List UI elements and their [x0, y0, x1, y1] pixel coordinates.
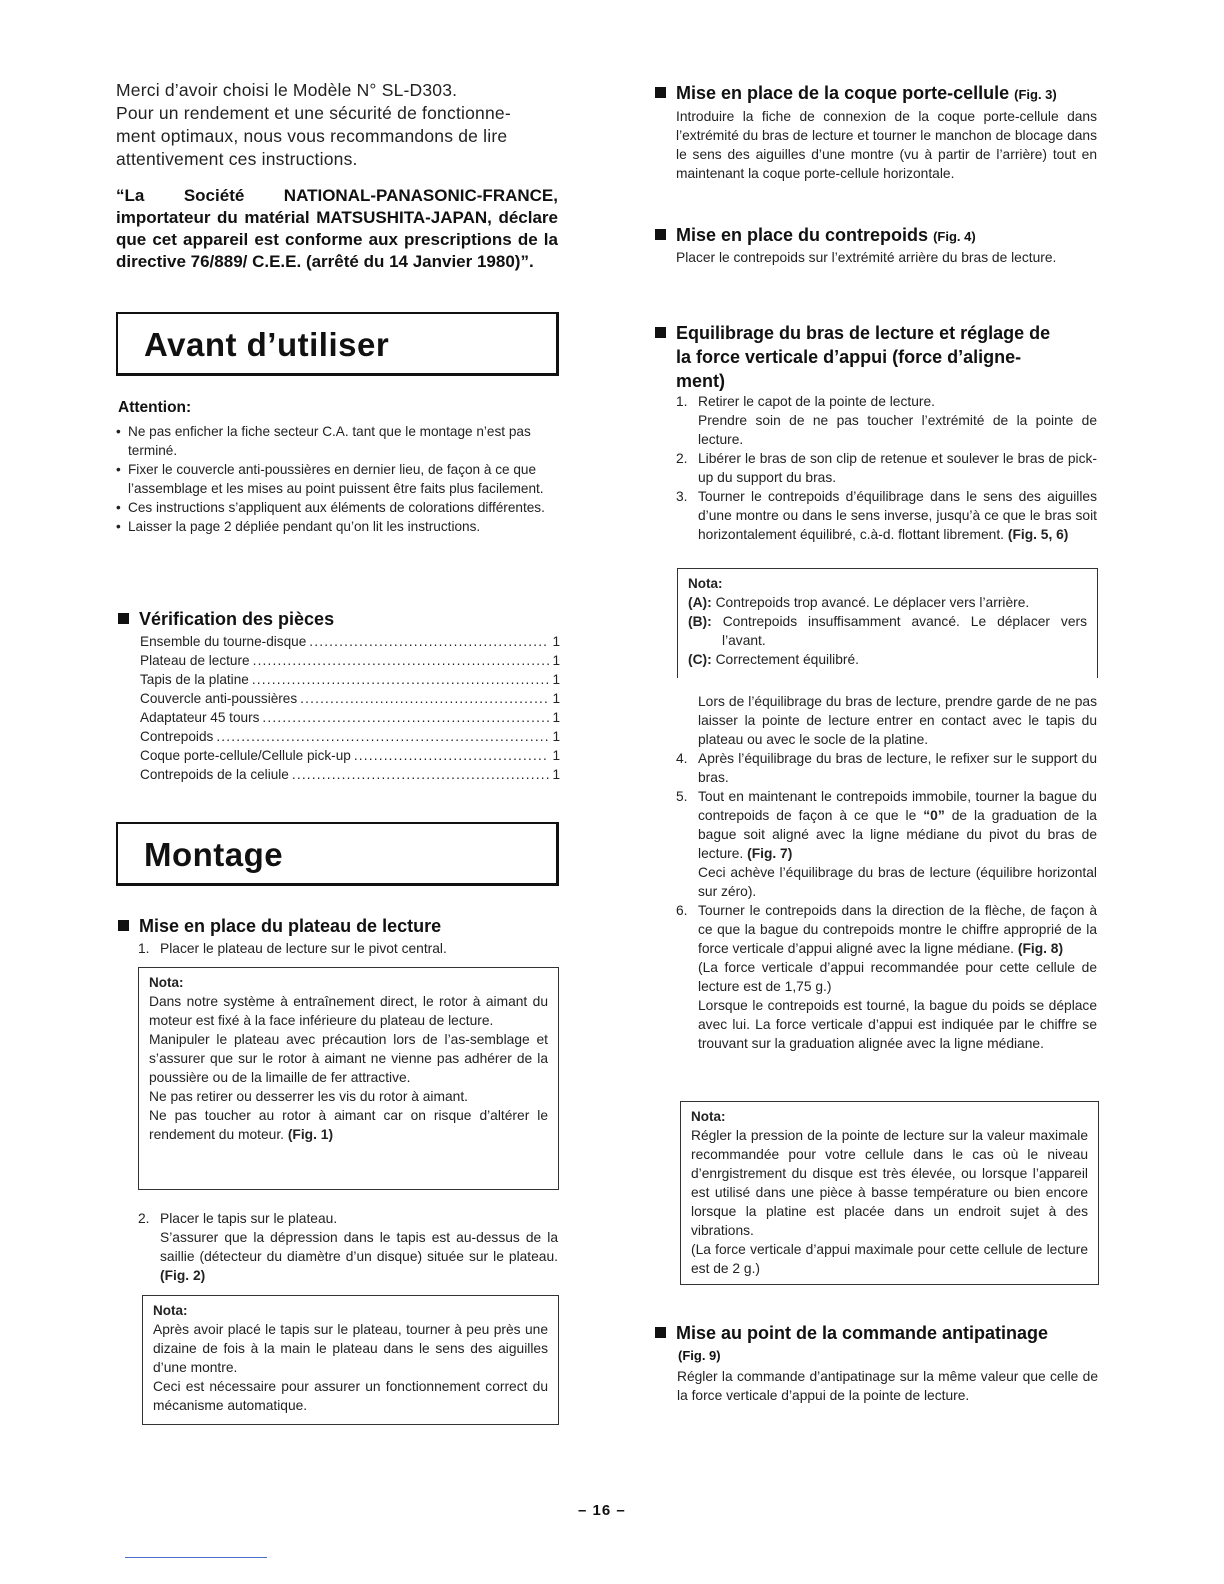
- bullet-square-icon: [655, 229, 666, 240]
- contrepoids-heading-text: Mise en place du contrepoids: [676, 225, 929, 245]
- coque-heading-text: Mise en place de la coque porte-cellule: [676, 83, 1010, 103]
- list-item: • Ne pas enficher la fiche secteur C.A. tant que le montage n’est pas terminé.: [116, 422, 562, 460]
- note-paragraph: Régler la pression de la pointe de lecture sur la valeur maximale recommandée pour votre cellule dans le cas où le niveau d’enrgistrement du disque est très élevée, ou lorsque l’appareil est utilisé dans une pièce à basse température ou bien encore lorsque la platine est placée dans un endroit sujet à des vibrations.: [691, 1128, 1088, 1238]
- note-paragraph: Ne pas retirer ou desserrer les vis du rotor à aimant.: [149, 1089, 468, 1104]
- note-paragraph: Après avoir placé le tapis sur le plateau, tourner à peu près une dizaine de fois à la main le plateau dans le sens des aiguilles d’une montre.: [153, 1322, 548, 1375]
- heading-line: [655, 321, 1095, 345]
- table-row: [140, 727, 560, 746]
- step-text: Tout en maintenant le contrepoids immobile, tourner la bague du contrepoids de façon à ce que le: [698, 789, 1097, 823]
- part-qty: 1: [552, 710, 560, 725]
- step-text: Libérer le bras de son clip de retenue et soulever le bras de pick-up du support du bras.: [698, 451, 1097, 485]
- part-name: Contrepoids: [140, 729, 214, 744]
- list-item: • Ces instructions s’appliquent aux éléments de colorations différentes.: [116, 498, 562, 517]
- step-text: Retirer le capot de la pointe de lecture.: [698, 394, 935, 409]
- declaration: “La Société NATIONAL-PANASONIC-FRANCE, importateur du matérial MATSUSHITA-JAPAN, déclare que cet appareil est conforme aux prescriptions de la directive 76/889/ C.E.E. (arrêté du 14 Janvier 1980)”.: [116, 186, 558, 271]
- part-qty: 1: [552, 672, 560, 687]
- heading-text: Equilibrage du bras de lecture et réglage de: [676, 323, 1051, 343]
- footer-rule: [125, 1557, 267, 1558]
- intro-line: attentivement ces instructions.: [116, 149, 358, 169]
- fig-ref: (Fig. 2): [160, 1268, 206, 1283]
- part-qty: 1: [552, 748, 560, 763]
- list-item: [676, 749, 1097, 787]
- fig-ref: (Fig. 1): [287, 1127, 334, 1142]
- list-item: [676, 392, 1097, 449]
- note-item: [688, 650, 1087, 669]
- table-row: [140, 632, 560, 651]
- step-number: 3.: [676, 489, 688, 504]
- part-name: Adaptateur 45 tours: [140, 710, 260, 725]
- note-box-tapis: [142, 1295, 559, 1425]
- part-qty: 1: [552, 729, 560, 744]
- intro-line: Pour un rendement et une sécurité de fonctionne-: [116, 103, 511, 123]
- list-item: [138, 939, 558, 958]
- equilibrage-steps-4-6: [676, 749, 1097, 1053]
- note-paragraph: (La force verticale d’appui maximale pour cette cellule de lecture est de 2 g.): [691, 1242, 1088, 1276]
- step-text: Prendre soin de ne pas toucher l’extrémité de la pointe de lecture.: [698, 413, 1097, 447]
- note-label: Nota:: [691, 1109, 726, 1124]
- section-title-box-avant: [116, 312, 559, 376]
- table-row: [140, 708, 560, 727]
- list-item: [138, 1209, 558, 1285]
- note-paragraph: [149, 1106, 548, 1144]
- note-box-plateau: [138, 967, 559, 1190]
- part-name: Coque porte-cellule/Cellule pick-up: [140, 748, 351, 763]
- list-item: [676, 901, 1097, 1053]
- step-text: S’assurer que la dépression dans le tapis est au-dessus de la saillie (détecteur du diamètre d’un disque) située sur le plateau.: [160, 1230, 558, 1264]
- intro-line: ment optimaux, nous vous recommandons de lire: [116, 126, 508, 146]
- coque-heading: [655, 81, 1057, 107]
- note-paragraph: Ceci est nécessaire pour assurer un fonctionnement correct du mécanisme automatique.: [153, 1379, 548, 1413]
- section-title-avant: Avant d’utiliser: [144, 326, 390, 363]
- step-text: Lorsque le contrepoids est tourné, la bague du poids se déplace avec lui. La force verticale d’appui est indiquée par le chiffre se trouvant sur la graduation alignée avec la ligne médiane.: [698, 998, 1097, 1051]
- list-item: [676, 787, 1097, 901]
- note-key: (C):: [688, 652, 712, 667]
- step-text: Après l’équilibrage du bras de lecture, le refixer sur le support du bras.: [698, 751, 1097, 785]
- fig-ref: (Fig. 9): [678, 1348, 721, 1363]
- table-row: [140, 765, 560, 784]
- step-number: 2.: [676, 451, 688, 466]
- note-label: Nota:: [153, 1303, 188, 1318]
- contrepoids-heading: [655, 223, 976, 249]
- list-item: [676, 487, 1097, 544]
- part-name: Ensemble du tourne-disque: [140, 634, 307, 649]
- note-box-pression: [680, 1101, 1099, 1285]
- note-text: Correctement équilibré.: [715, 652, 859, 667]
- step-number: 1.: [138, 941, 150, 956]
- intro-line: Merci d’avoir choisi le Modèle N° SL-D303.: [116, 80, 458, 100]
- parts-list: [140, 632, 560, 784]
- step-text: (La force verticale d’appui recommandée pour cette cellule de lecture est de 1,75 g.): [698, 960, 1097, 994]
- note-key: (B):: [688, 614, 712, 629]
- equilibrage-steps-1-3: [676, 392, 1097, 544]
- note-text: Contrepoids insuffisamment avancé. Le déplacer vers l’avant.: [722, 614, 1087, 648]
- bullet-square-icon: [655, 1327, 666, 1338]
- zero-mark: “0”: [923, 808, 945, 823]
- part-name: Plateau de lecture: [140, 653, 250, 668]
- equilibrage-heading: [655, 321, 1095, 393]
- part-qty: 1: [552, 653, 560, 668]
- note-item: [688, 612, 1087, 650]
- equilibrage-caution: Lors de l’équilibrage du bras de lecture, prendre garde de ne pas laisser la pointe de lecture entrer en contact avec le tapis du plateau ou avec le socle de la platine.: [698, 694, 1097, 747]
- part-qty: 1: [552, 634, 560, 649]
- part-qty: 1: [552, 691, 560, 706]
- contrepoids-text: Placer le contrepoids sur l’extrémité arrière du bras de lecture.: [676, 250, 1057, 265]
- part-qty: 1: [552, 767, 560, 782]
- step-text: Placer le tapis sur le plateau.: [160, 1211, 338, 1226]
- step-text: Tourner le contrepoids dans la direction de la flèche, de façon à ce que la bague du contrepoids montre le chiffre approprié de la force verticale d’appui aligné avec la ligne médiane.: [698, 903, 1097, 956]
- table-row: [140, 746, 560, 765]
- section-title-box-montage: [116, 822, 559, 886]
- note-box-equilibrage: [677, 568, 1098, 678]
- note-key: (A):: [688, 595, 712, 610]
- table-row: [140, 651, 560, 670]
- note-item: [688, 593, 1087, 612]
- list-item: [676, 449, 1097, 487]
- verification-heading: [118, 607, 334, 631]
- intro-text: [116, 79, 566, 171]
- step-text: de la graduation de la bague soit aligné avec la ligne médiane du pivot du bras de lecture.: [698, 808, 1097, 861]
- plateau-step-2: [138, 1209, 558, 1285]
- antipatinage-heading-text: Mise au point de la commande antipatinage: [676, 1323, 1049, 1343]
- attention-list: [116, 422, 562, 536]
- page-number: – 16 –: [578, 1502, 626, 1519]
- part-name: Tapis de la platine: [140, 672, 249, 687]
- note-paragraph: Manipuler le plateau avec précaution lors de l’as-semblage et s’assurer que sur le rotor à aimant ne vienne pas adhérer de la poussière ou de la limaille de fer attractive.: [149, 1032, 548, 1085]
- table-row: [140, 689, 560, 708]
- bullet-square-icon: [655, 87, 666, 98]
- part-name: Contrepoids de la celiule: [140, 767, 289, 782]
- fig-ref: (Fig. 8): [1017, 941, 1064, 956]
- plateau-step-1: [138, 939, 558, 958]
- fig-ref: (Fig. 3): [1014, 87, 1057, 102]
- note-text: Contrepoids trop avancé. Le déplacer vers l’arrière.: [715, 595, 1030, 610]
- section-title-montage: Montage: [144, 836, 284, 873]
- note-text: Ne pas toucher au rotor à aimant car on risque d’altérer le rendement du moteur.: [149, 1108, 548, 1142]
- step-number: 1.: [676, 394, 688, 409]
- fig-ref: (Fig. 4): [933, 229, 976, 244]
- step-text: Placer le plateau de lecture sur le pivot central.: [160, 941, 447, 956]
- antipatinage-heading: [655, 1321, 1048, 1345]
- plateau-heading-text: Mise en place du plateau de lecture: [139, 916, 442, 936]
- note-label: Nota:: [149, 975, 184, 990]
- verification-heading-text: Vérification des pièces: [139, 609, 335, 629]
- note-label: Nota:: [688, 576, 723, 591]
- coque-text: Introduire la fiche de connexion de la coque porte-cellule dans l’extrémité du bras de lecture et tourner le manchon de blocage dans le sens des aiguilles d’une montre (vu à partir de l’arrière) tout en maintenant la coque porte-cellule horizontale.: [676, 109, 1097, 181]
- fig-ref: (Fig. 7): [747, 846, 793, 861]
- table-row: [140, 670, 560, 689]
- plateau-heading: [118, 914, 441, 938]
- heading-text: ment): [676, 371, 725, 391]
- antipatinage-text: Régler la commande d’antipatinage sur la même valeur que celle de la force verticale d’appui de la pointe de lecture.: [677, 1369, 1098, 1403]
- list-item: • Fixer le couvercle anti-poussières en dernier lieu, de façon à ce que l’assemblage et les mises au point puissent être faits plus facilement.: [116, 460, 562, 498]
- bullet-square-icon: [118, 613, 129, 624]
- step-number: 4.: [676, 751, 688, 766]
- list-item: • Laisser la page 2 dépliée pendant qu’on lit les instructions.: [116, 517, 562, 536]
- attention-label: Attention:: [118, 399, 192, 416]
- step-number: 5.: [676, 789, 688, 804]
- heading-text: la force verticale d’appui (force d’aligne-: [676, 347, 1022, 367]
- step-text: Ceci achève l’équilibrage du bras de lecture (équilibre horizontal sur zéro).: [698, 865, 1097, 899]
- bullet-square-icon: [118, 920, 129, 931]
- step-number: 2.: [138, 1211, 150, 1226]
- fig-ref: (Fig. 5, 6): [1007, 527, 1069, 542]
- note-paragraph: Dans notre système à entraînement direct, le rotor à aimant du moteur est fixé à la face inférieure du plateau de lecture.: [149, 994, 548, 1028]
- bullet-square-icon: [655, 327, 666, 338]
- part-name: Couvercle anti-poussières: [140, 691, 298, 706]
- step-text: Tourner le contrepoids d’équilibrage dans le sens des aiguilles d’une montre ou dans le sens inverse, jusqu’à ce que le bras soit horizontalement équilibré, c.à-d. flottant librement.: [698, 489, 1097, 542]
- step-number: 6.: [676, 903, 688, 918]
